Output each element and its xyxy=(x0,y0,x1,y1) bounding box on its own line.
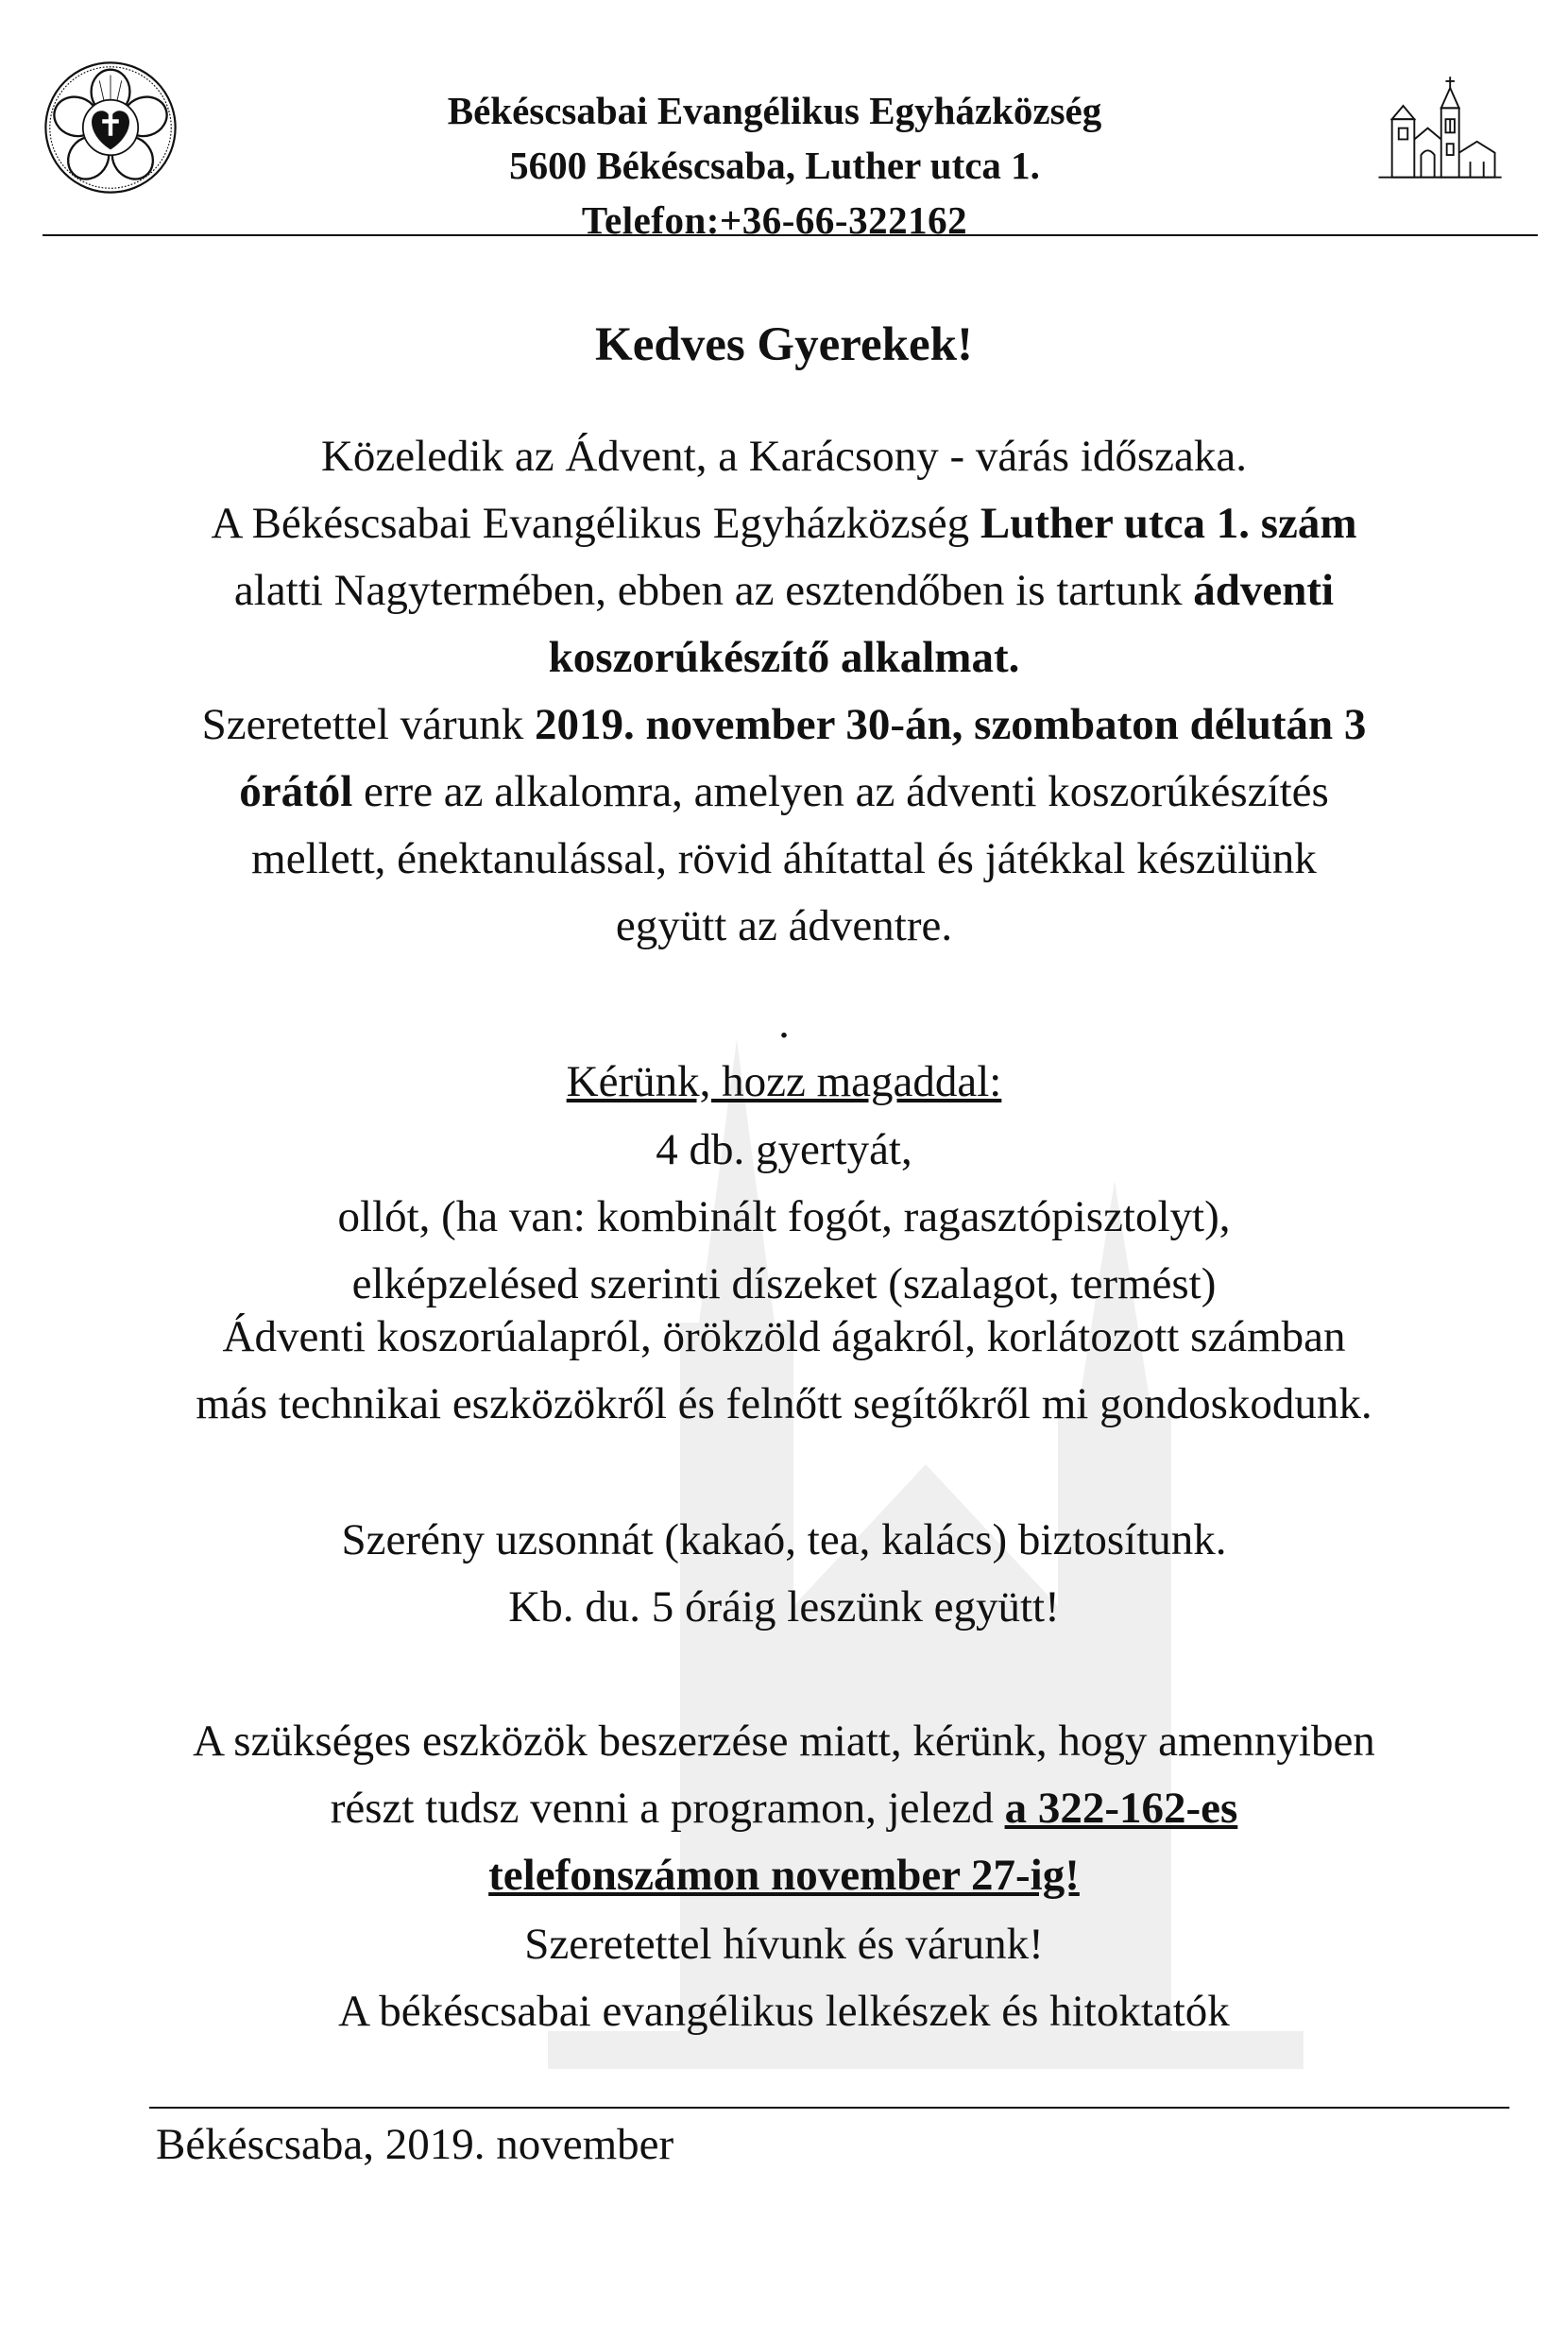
provided-paragraph xyxy=(113,1304,1455,1438)
intro-paragraph xyxy=(113,423,1455,960)
intro-bold-event: koszorúkészítő alkalmat. xyxy=(548,633,1020,682)
intro-bold-address: Luther utca 1. szám xyxy=(980,499,1357,548)
intro-line xyxy=(113,557,1455,624)
intro-text: erre az alkalomra, amelyen az ádventi koszorúkészítés xyxy=(352,767,1329,816)
snack-paragraph xyxy=(113,1507,1455,1641)
place-date: Békéscsaba, 2019. november xyxy=(156,2120,674,2169)
intro-line xyxy=(113,624,1455,692)
intro-line xyxy=(113,490,1455,557)
registration-line xyxy=(113,1842,1455,1909)
bring-item: ollót, (ha van: kombinált fogót, ragasztópisztolyt), xyxy=(337,1192,1231,1241)
provided-line: más technikai eszközökről és felnőtt segítőkről mi gondoskodunk. xyxy=(196,1379,1372,1428)
intro-line xyxy=(113,759,1455,826)
footer-divider xyxy=(149,2107,1509,2109)
closing-paragraph xyxy=(113,1911,1455,2045)
intro-line: mellett, énektanulással, rövid áhítattal és játékkal készülünk xyxy=(251,834,1317,883)
snack-line: Szerény uzsonnát (kakaó, tea, kalács) biztosítunk. xyxy=(341,1515,1227,1564)
intro-line xyxy=(113,692,1455,759)
luther-rose-icon xyxy=(42,59,179,197)
registration-paragraph xyxy=(113,1708,1455,1909)
bring-item: elképzelésed szerinti díszeket (szalagot, termést) xyxy=(351,1259,1217,1308)
bring-list xyxy=(113,1117,1455,1318)
event-date: 2019. november 30-án, szombaton délután 3 xyxy=(534,700,1367,749)
intro-line: Közeledik az Ádvent, a Karácsony - várás időszaka. xyxy=(320,432,1248,481)
registration-phone: a 322-162-es xyxy=(1004,1784,1238,1833)
header-divider xyxy=(43,234,1538,236)
provided-line: Ádventi koszorúalapról, örökzöld ágakról, korlátozott számban xyxy=(222,1312,1346,1361)
intro-text: alatti Nagytermében, ebben az esztendőben is tartunk xyxy=(233,566,1194,615)
organization-name: Békéscsabai Evangélikus Egyházközség xyxy=(447,89,1102,132)
intro-text: A Békéscsabai Evangélikus Egyházközség xyxy=(211,499,980,548)
registration-line xyxy=(113,1775,1455,1842)
church-icon xyxy=(1370,74,1504,187)
letterhead xyxy=(217,83,1332,248)
intro-line: együtt az ádventre. xyxy=(615,901,953,950)
registration-text: részt tudsz venni a programon, jelezd xyxy=(330,1784,1005,1833)
registration-deadline: telefonszámon november 27-ig! xyxy=(488,1851,1080,1900)
event-time: órától xyxy=(239,767,353,816)
snack-line: Kb. du. 5 óráig leszünk együtt! xyxy=(508,1582,1060,1632)
organization-phone: Telefon:+36-66-322162 xyxy=(581,198,968,242)
intro-bold-event: ádventi xyxy=(1193,566,1335,615)
greeting-heading: Kedves Gyerekek! xyxy=(595,318,973,371)
separator-dot: . xyxy=(778,999,790,1048)
bring-heading xyxy=(113,1049,1455,1116)
registration-line: A szükséges eszközök beszerzése miatt, kérünk, hogy amennyiben xyxy=(193,1717,1375,1766)
organization-address: 5600 Békéscsaba, Luther utca 1. xyxy=(509,144,1040,187)
bring-item: 4 db. gyertyát, xyxy=(656,1125,912,1174)
closing-line: Szeretettel hívunk és várunk! xyxy=(524,1920,1044,1969)
signature-line: A békéscsabai evangélikus lelkészek és hitoktatók xyxy=(338,1987,1230,2036)
intro-text: Szeretettel várunk xyxy=(201,700,535,749)
bring-heading-text: Kérünk, hozz magaddal: xyxy=(566,1057,1002,1106)
